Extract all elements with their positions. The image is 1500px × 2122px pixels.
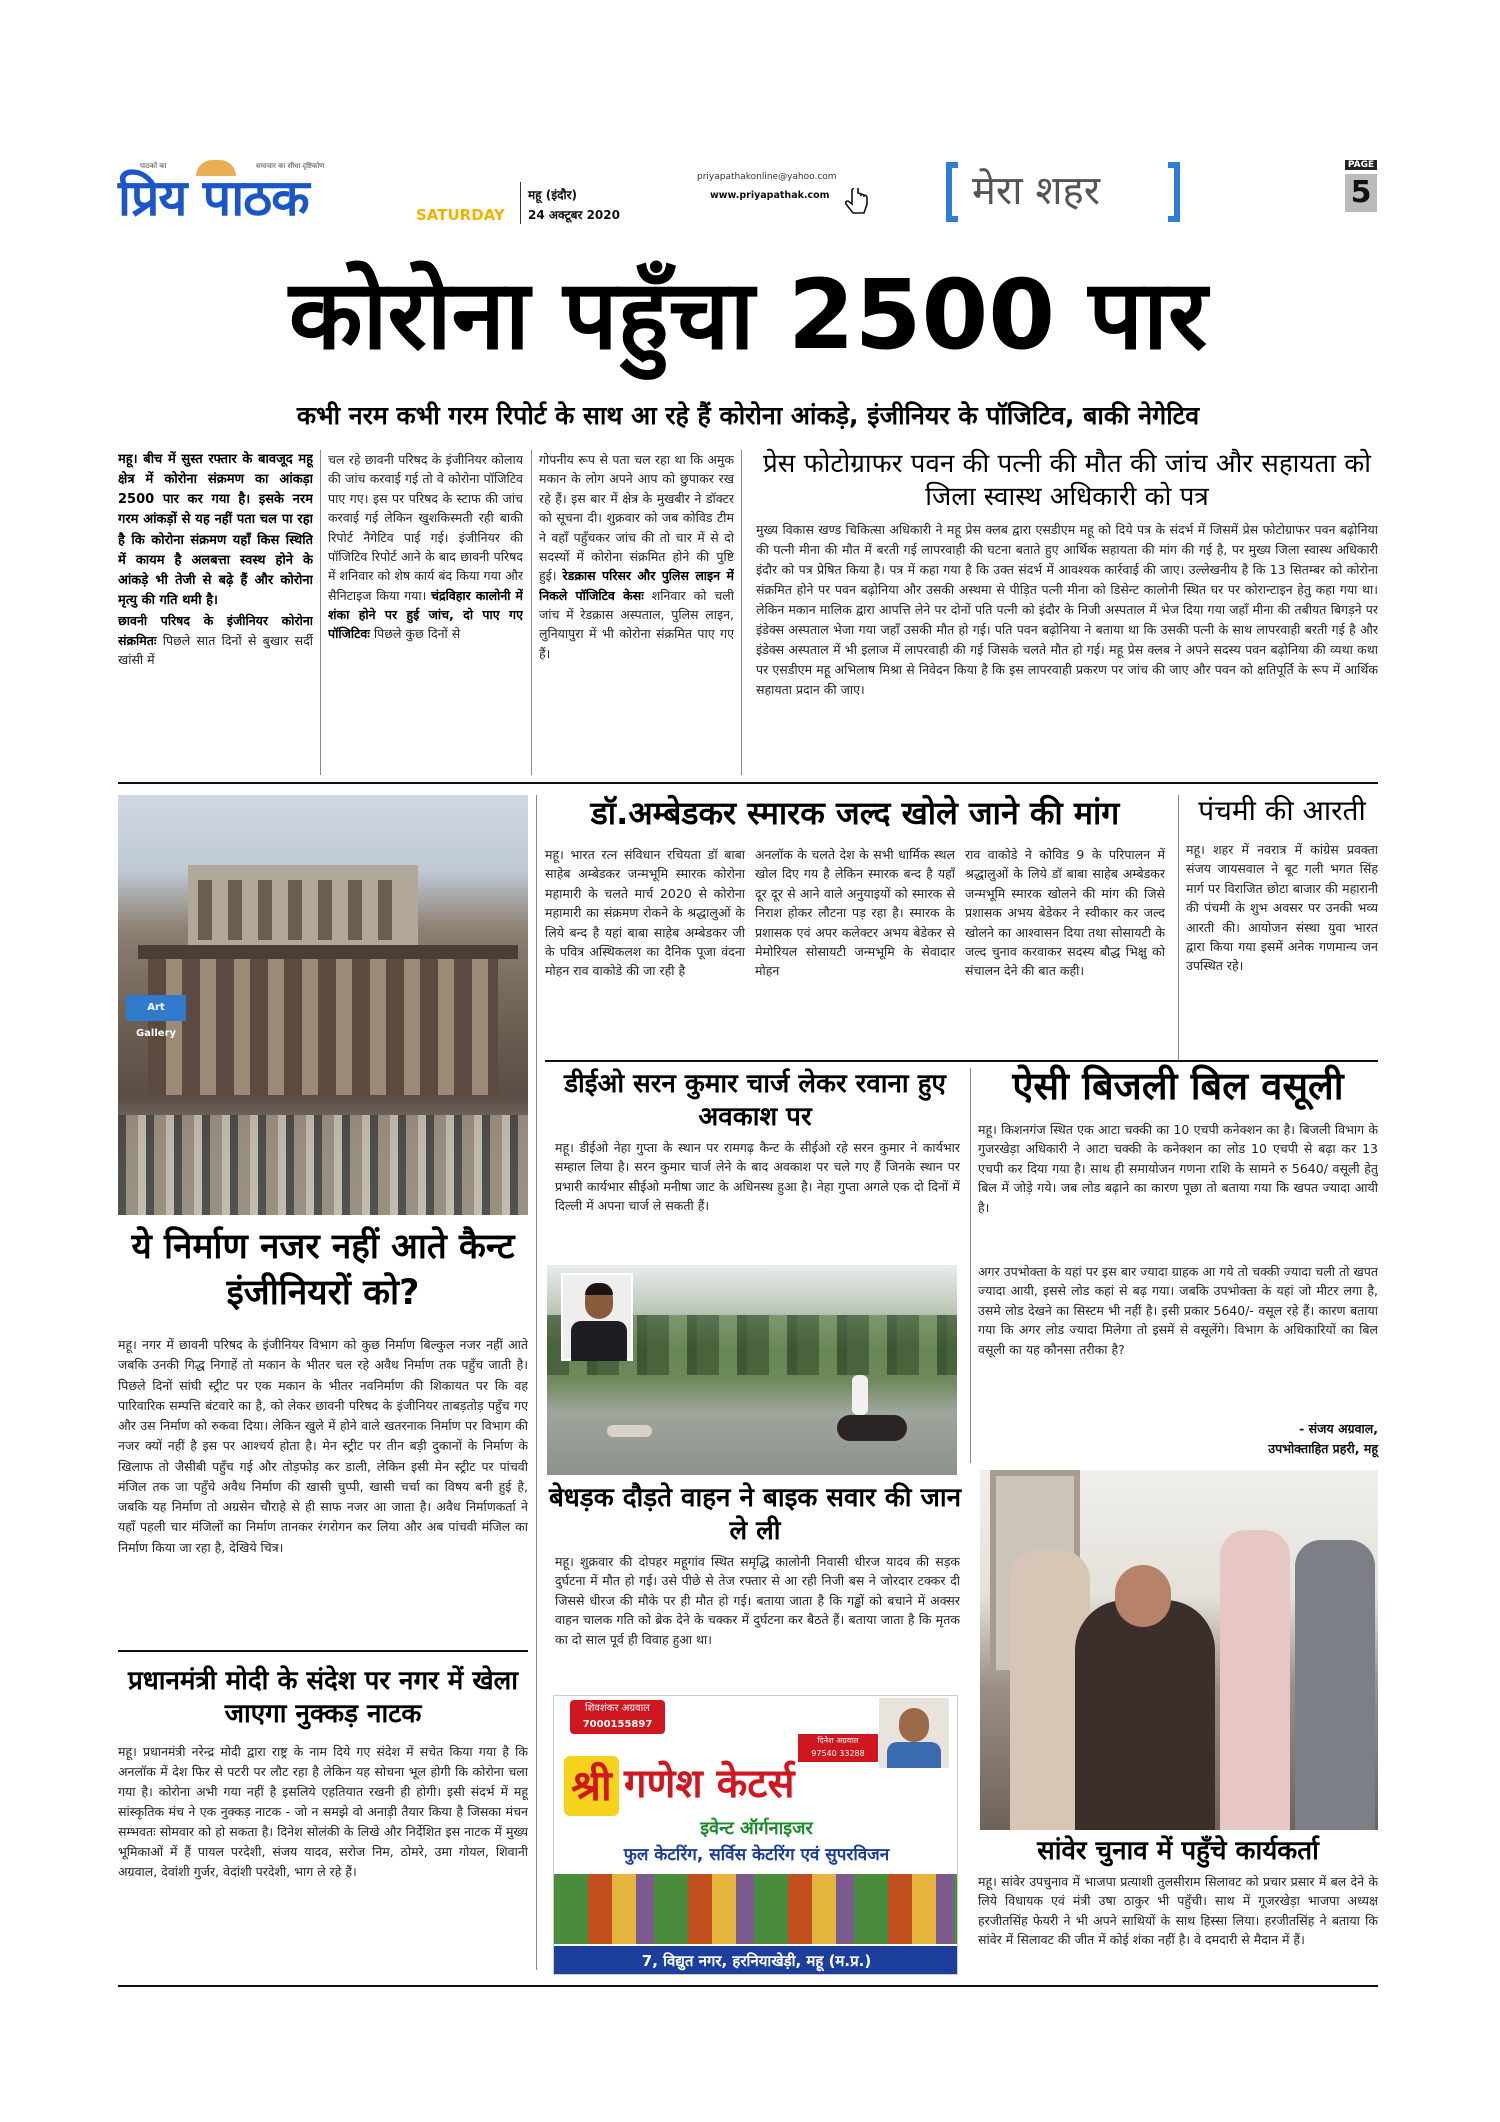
column-divider: [741, 450, 742, 775]
corona-text-3: गोपनीय रूप से पता चल रहा था कि अमुक मकान के लोग अपने आप को छुपाकर रख रहे हैं। इस बार में क्षेत्र के मुखबीर ने डॉक्टर को सूचना दी। शुक्रवार को जब कोविड टीम ने वहाँ पहुँचकर जांच की तो चार में से दो सदस्यों में कोरोना संक्रमित होने की पुष्टि हुई।: [539, 452, 734, 584]
corona-col-1: [118, 450, 313, 775]
street-crowd: [118, 1115, 528, 1215]
column-divider: [1178, 795, 1179, 1060]
deo-text: महू। डीईओ नेहा गुप्ता के स्थान पर रामगढ़ कैन्ट के सीईओ रहे सरन कुमार ने कार्यभार सम्हाल लिया है। सरन कुमार चार्ज लेने के बाद अवकाश पर चले गए हैं जिनके स्थान पर प्रभारी कार्यभार सीईओ मनीषा जाट के अधिनस्थ हुआ है। नेहा गुप्ता अगले एक दो दिनों में दिल्ली में अपना चार्ज ले सकती हैं।: [555, 1140, 960, 1214]
day-label: SATURDAY: [416, 206, 505, 224]
corona-subhead-1: छावनी परिषद के इंजीनियर कोरोना संक्रमितः: [118, 613, 313, 648]
sanwer-headline: सांवेर चुनाव में पहुँचे कार्यकर्ता: [1037, 1836, 1319, 1866]
person-centre-head: [1115, 1565, 1171, 1627]
masthead: [118, 160, 1378, 235]
bijli-text-2: अगर उपभोक्ता के यहां पर इस बार ज्यादा ग्राहक आ गये तो चक्की ज्यादा चली तो खपत ज्यादा आयी, इससे लोड कहां से बढ़ गया। जबकि उपभोक्ता के यहां जो मीटर लगा है, उसमे लोड देखने का सिस्टम भी नहीं है। इसी प्रकार 5640/- वसूल रहे हैं। कारण बताया गया कि अगर लोड ज्यादा मिलेगा तो इसमें से वसूलेंगे। विभाग के अधिकारियों का बिल वसूली का यह कौनसा तरीका है?: [978, 1264, 1378, 1357]
corona-text-2b: पिछले कुछ दिनों से: [373, 626, 461, 642]
ad-services: फुल केटरिंग, सर्विस केटरिंग एवं सुपरविजन: [623, 1845, 890, 1865]
section-bracket-right: [1168, 162, 1180, 222]
main-headline: कोरोना पहुँचा 2500 पार: [288, 259, 1208, 371]
bijli-byline-1: - संजय अग्रवाल,: [1299, 1421, 1378, 1436]
press-text: मुख्य विकास खण्ड चिकित्सा अधिकारी ने महू प्रेस क्लब द्वारा एसडीएम महू को दिये पत्र के संदर्भ में जिसमें प्रेस फोटोग्राफर पवन बढ़ोनिया की पत्नी मीना की मौत में बरती गई लापरवाही की घटना बताते हुए आर्थिक सहायता की मांग की गई है, पर मुख्य जिला स्वास्थ अधिकारी इंदौर को पत्र प्रेषित किया है। पत्र में कहा गया है कि उक्त संदर्भ में आवश्यक कार्रवाई की जाए। उल्लेखनीय है कि 13 सितम्बर को कोरोना संक्रमित होने पर पवन बढ़ोनिया और उसकी अस्थमा से पीड़ित पत्नी मीना को डिसेन्ट कालोनी स्थित घर पर कोरान्टाइन हेतु कहा गया था। लेकिन मकान मालिक द्वारा आपत्ति लेने पर दोनों पति पत्नी को इंदौर के निजी अस्पताल में भेज दिया गया जहाँ मीना की तबीयत बिगड़ने पर इंडेक्स अस्पताल भेजा गया जहाँ उसकी मौत हो गई। पति पवन बढ़ोनिया ने बताया था कि उसकी पत्नी के साथ लापरवाही बरती गई है और इंडेक्स अस्पताल में भी इलाज में लापरवाही की गई जिसके चलते मौत हो गई। महू प्रेस क्लब ने अपने सदस्य पवन बढ़ोनिया की व्यथा कथा पर एसडीएम महू अभिलाष मिश्रा से निवेदन किया है कि इस लापरवाही प्रकरण पर जांच की जाए और पवन को क्षतिपूर्ति के रूप में आर्थिक सहायता प्रदान की जाए।: [756, 522, 1378, 697]
ad-portrait-head: [899, 1708, 929, 1742]
victim-portrait: [561, 1273, 633, 1361]
sanwer-text: महू। सांवेर उपचुनाव में भाजपा प्रत्याशी तुलसीराम सिलावट को प्रचार प्रसार में बल देने के लिये विधायक एवं मंत्री उषा ठाकुर भी पहुँची। साथ में गूजरखेड़ा भाजपा अध्यक्ष हरजीतसिंह फेयरी ने भी अपने साथियों के साथ हिस्सा लिया। हरजीतसिंह ने बताया कि सांवेर में सिलावट की जीत में कोई शंका नहीं है। वे दमदारी से मैदान में हैं।: [978, 1874, 1378, 1948]
panchami-text: महू। शहर में नवरात्र में कांग्रेस प्रवक्ता संजय जायसवाल ने बूट गली भगत सिंह मार्ग पर विराजित छोटा बाजार की महारानी की पंचमी के शुभ अवसर पर उनकी भव्य आरती की। आयोजन संस्था युवा भारत द्वारा किया गया इसमें अनेक गणमान्य जन उपस्थित रहे।: [1186, 842, 1378, 974]
section-divider: [118, 1650, 528, 1652]
page-label: PAGE: [1345, 160, 1377, 170]
construction-headline: ये निर्माण नजर नहीं आते कैन्ट इंजीनियरों को?: [131, 1227, 515, 1313]
section-divider: [545, 1060, 1378, 1062]
ad-tagline: इवेन्ट ऑर्गनाइजर: [700, 1818, 813, 1839]
portrait-suit: [571, 1321, 627, 1361]
accident-photo: [547, 1265, 957, 1475]
corona-lead: महू। बीच में सुस्त रफ्तार के बावजूद महू क्षेत्र में कोरोना संक्रमण का आंकड़ा 2500 पार कर गया है। इसके नरम गरम आंकड़ों से यह नहीं पता चल पा रहा है कि कोरोना संक्रमण यहाँ किस स्थिति में कायम है अलबत्ता स्वस्थ होने के आंकड़े भी तेजी से बढ़े हैं और कोरोना मृत्यु की गति थमी है।: [118, 452, 313, 608]
corona-text-3b: शनिवार को चली जांच में रेडक्रास अस्पताल, पुलिस लाइन, लुनियापुरा में भी कोरोना संक्रमित पाए गए हैं।: [539, 587, 734, 661]
ad-name-right: दिनेश अग्रवाल: [817, 1736, 859, 1745]
column-divider: [970, 1068, 971, 1463]
ambedkar-col-3: राव वाकोडे ने कोविड 9 के परिपालन में श्रद्धालुओं के लिये डॉ बाबा साहेब अम्बेडकर जन्मभूमि स्मारक खोलने की मांग की जिसे प्रशासक अभय बेडेकर ने स्वीकार कर जल्द खोलने का आश्वासन दिया तथा सोसायटी के जल्द चुनाव करवाकर सदस्य बौद्ध भिक्षु को संचालन देने की बात कही।: [965, 847, 1165, 979]
corona-text-1: पिछले सात दिनों से बुखार सर्दी खांसी में: [118, 632, 313, 667]
page-number: 5: [1345, 174, 1377, 212]
portrait-hair: [585, 1283, 613, 1295]
section-bracket-left: [946, 162, 958, 222]
ad-phone-left: 7000155897: [582, 1719, 653, 1730]
page-bottom-rule: [118, 1985, 1378, 1987]
accident-headline: बेधड़क दौड़ते वाहन ने बाइक सवार की जान ले ली: [548, 1483, 962, 1546]
bijli-headline: ऐसी बिजली बिल वसूली: [1012, 1064, 1344, 1108]
email-link[interactable]: priyapathakonline@yahoo.com: [697, 172, 837, 182]
ganesh-caterers-ad[interactable]: [553, 1695, 958, 1975]
ad-address: 7, विद्युत नगर, हरनियाखेड़ी, महू (म.प्र.): [554, 1946, 958, 1975]
bijli-byline-2: उपभोक्ताहित प्रहरी, महू: [1268, 1441, 1378, 1456]
corona-col-3: [539, 450, 734, 775]
press-headline: प्रेस फोटोग्राफर पवन की पत्नी की मौत की जांच और सहायता को जिला स्वास्थ अधिकारी को पत्र: [763, 449, 1371, 512]
road-body: [607, 1425, 652, 1437]
corona-text-2: चल रहे छावनी परिषद के इंजीनियर कोलाय की जांच करवाई गई तो वे कोरोना पॉजिटिव पाए गए। इस पर परिषद के स्टाफ की जांच करवाई गई लेकिन खुशकिस्मती रही बाकी रिपोर्ट नैगेटिव पाई गई। इंजीनियर की पॉजिटिव रिपोर्ट आने के बाद छावनी परिषद में शनिवार को शेष कार्य बंद किया गया और सैनिटाइज किया गया।: [328, 452, 523, 603]
accident-text: महू। शुक्रवार की दोपहर महूगांव स्थित समृद्धि कालोनी निवासी धीरज यादव की सड़क दुर्घटना में मौत हो गई। उसे पीछे से तेज रफ्तार से आ रही निजी बस ने जोरदार टक्कर दी जिससे धीरज की मौके पर ही मौत हो गई। बताया जाता है कि गड्ढों को बचाने में अक्सर वाहन चालक गति को ब्रेक देने के चक्कर में दुर्घटना कर बैठते हैं। बताया जाता है कि मृतक का दो साल पूर्व ही विवाह हुआ था।: [555, 1554, 960, 1647]
building-main: [148, 955, 498, 1095]
ad-phone-right: 97540 33288: [811, 1749, 865, 1758]
section-divider: [118, 782, 1378, 784]
column-divider: [536, 795, 537, 1970]
section-title: मेरा शहर: [972, 168, 1101, 214]
ad-brand-sri: श्री: [564, 1756, 619, 1816]
ad-brand: गणेश केटर्स: [624, 1761, 795, 1807]
ambedkar-headline: डॉ.अम्बेडकर स्मारक जल्द खोले जाने की मांग: [590, 794, 1120, 832]
construction-text: महू। नगर में छावनी परिषद के इंजीनियर विभाग को कुछ निर्माण बिल्कुल नजर नहीं आते जबकि उनकी गिद्ध निगाहें तो मकान के भीतर चल रहे अवैध निर्माण तक पहुँच जाती है। पिछले दिनों सांघी स्ट्रीट पर एक मकान के भीतर नवनिर्माण की शिकायत पर कि वह पारिवारिक सम्पत्ति बंटवारे का है, को लेकर छावनी परिषद के इंजीनियर ताबड़तोड़ पहुँच गए और उस निर्माण को रुकवा दिया। लेकिन खुले में होने वाले खतरनाक निर्माण पर विभाग की नजर क्यों नहीं है इस पर आश्चर्य होता है। मेन स्ट्रीट पर तीन बड़ी दुकानों के निर्माण के खिलाफ तो जैसीबी पहुँच गई और तोड़फोड़ कर डाली, लेकिन इसी मेन स्ट्रीट पर पांचवी मंजिल तक जा पहुँचे अवैध निर्माण की खासी चुप्पी, खासी चर्चा का विषय बनी हुई है, जबकि यह निर्माण तो अग्रसेन चौराहे से ही साफ नजर आ जाता है। अवैध निर्माणकर्ता ने यहाँ पहली चार मंजिलों का निर्माण तानकर रंगरोगन कर लिया और अब पांचवी मंजिल का निर्माण किया जा रहा है, देखिये चित्र।: [118, 1337, 528, 1555]
person-right: [1220, 1530, 1290, 1830]
ad-contact-left: [570, 1700, 665, 1734]
hand-cursor-icon: [844, 188, 870, 218]
building-roof: [138, 945, 518, 959]
logo-tag-right: समाचार का सीधा दृष्टिकोण: [256, 162, 325, 170]
ambedkar-col-2: अनलॉक के चलते देश के सभी धार्मिक स्थल खोल दिए गय है लेकिन स्मारक बन्द है यहाँ दूर दूर से आने वाले अनुयाइयों को स्मारक से निराश होकर लौटना पड़ रहा है। स्मारक के प्रशासक एवं अपर कलेक्टर अभय बेडेकर से मेमोरियल सोसायटी जन्मभूमि के सेवादार मोहन: [755, 847, 955, 979]
place-label: महू (इंदौर): [528, 188, 577, 202]
ambedkar-col-1: महू। भारत रत्न संविधान रचियता डॉ बाबा साहेब अम्बेडकर जन्मभूमि स्मारक कोरोना महामारी के चलते मार्च 2020 से कोरोना महामारी का संक्रमण रोकने के श्रद्धालुओं के लिये बन्द है यहां बाबा साहेब अम्बेडकर जी के पवित्र अस्थिकलश का दैनिक पूजा वंदना मोहन राव वाकोडे की जा रही है: [545, 847, 745, 979]
deo-headline: डीईओ सरन कुमार चार्ज लेकर रवाना हुए अवकाश पर: [564, 1069, 946, 1132]
modi-headline: प्रधानमंत्री मोदी के संदेश पर नगर में खेला जाएगा नुक्कड़ नाटक: [127, 1666, 519, 1729]
art-gallery-sign: Art Gallery: [126, 995, 186, 1021]
logo: प्रिय पाठक: [118, 169, 309, 227]
date-divider: [520, 182, 521, 224]
sanwer-photo: [980, 1470, 1378, 1830]
rider-figure: [852, 1375, 868, 1415]
building-upper-windows: [198, 880, 408, 940]
website-link[interactable]: www.priyapathak.com: [710, 190, 830, 201]
column-divider: [531, 450, 532, 775]
person-centre: [1075, 1600, 1215, 1830]
fallen-bike: [837, 1415, 907, 1441]
main-subhead: कभी नरम कभी गरम रिपोर्ट के साथ आ रहे हैं कोरोना आंकड़े, इंजीनियर के पॉजिटिव, बाकी नेगेटिव: [296, 401, 1200, 430]
person-far-right: [1295, 1540, 1375, 1830]
construction-photo: [118, 795, 528, 1215]
modi-text: महू। प्रधानमंत्री नरेन्द्र मोदी द्वारा राष्ट्र के नाम दिये गए संदेश में सचेत किया गया है कि अनलॉक में देश फिर से पटरी पर लौट रहा है लेकिन यह सोचना भूल होगी कि कोरोना चला गया है। कोरोना अभी गया नहीं है इसलिये एहतियात रखनी ही होगी। इसी संदर्भ में महू सांस्कृतिक मंच ने एक नुक्कड़ नाटक - जो न समझे वो अनाड़ी तैयार किया है जिसका मंचन सम्भवतः सोमवार को हो सकता है। दिनेश सोलंकी के लिखे और निर्देशित इस नाटक में मुख्य भूमिकाओं में हैं पायल परदेशी, संजय यादव, सरोज निम, ठोमरे, उमा गोयल, शिवानी अग्रवाल, देवांशी गुर्जर, वेदांशी परदेशी, भाग ले रहे हैं।: [118, 1744, 528, 1879]
column-divider: [320, 450, 321, 775]
corona-subhead-2: चंद्रविहार कालोनी में शंका होने पर हुई जांच, दो पाए गए पॉजिटिवः: [328, 587, 523, 642]
bijli-text-1: महू। किशनगंज स्थित एक आटा चक्की का 10 एचपी कनेक्शन का है। बिजली विभाग के गुजरखेड़ा अधिकारी ने आटा चक्की के कनेक्शन का लोड 10 एचपी से बढ़ा कर 13 एचपी कर दिया गया है। साथ ही समायोजन गणना राशि के सामने रु 5640/ वसूली हेतु बिल में जोड़े गये। जब लोड बढ़ाने का कारण पूछा तो बताया गया कि खपत ज्यादा आयी है।: [978, 1122, 1378, 1215]
corona-col-2: [328, 450, 523, 775]
logo-tag-left: पाठकों का: [140, 162, 167, 170]
corona-subhead-3: रेडक्रास परिसर और पुलिस लाइन में निकले पॉजिटिव केसः: [539, 568, 734, 603]
ad-food-images: [554, 1874, 958, 1944]
panchami-headline: पंचमी की आरती: [1198, 794, 1366, 827]
ad-name-left: शिवशंकर अग्रवाल: [585, 1703, 650, 1714]
date-label: 24 अक्टूबर 2020: [528, 208, 620, 222]
